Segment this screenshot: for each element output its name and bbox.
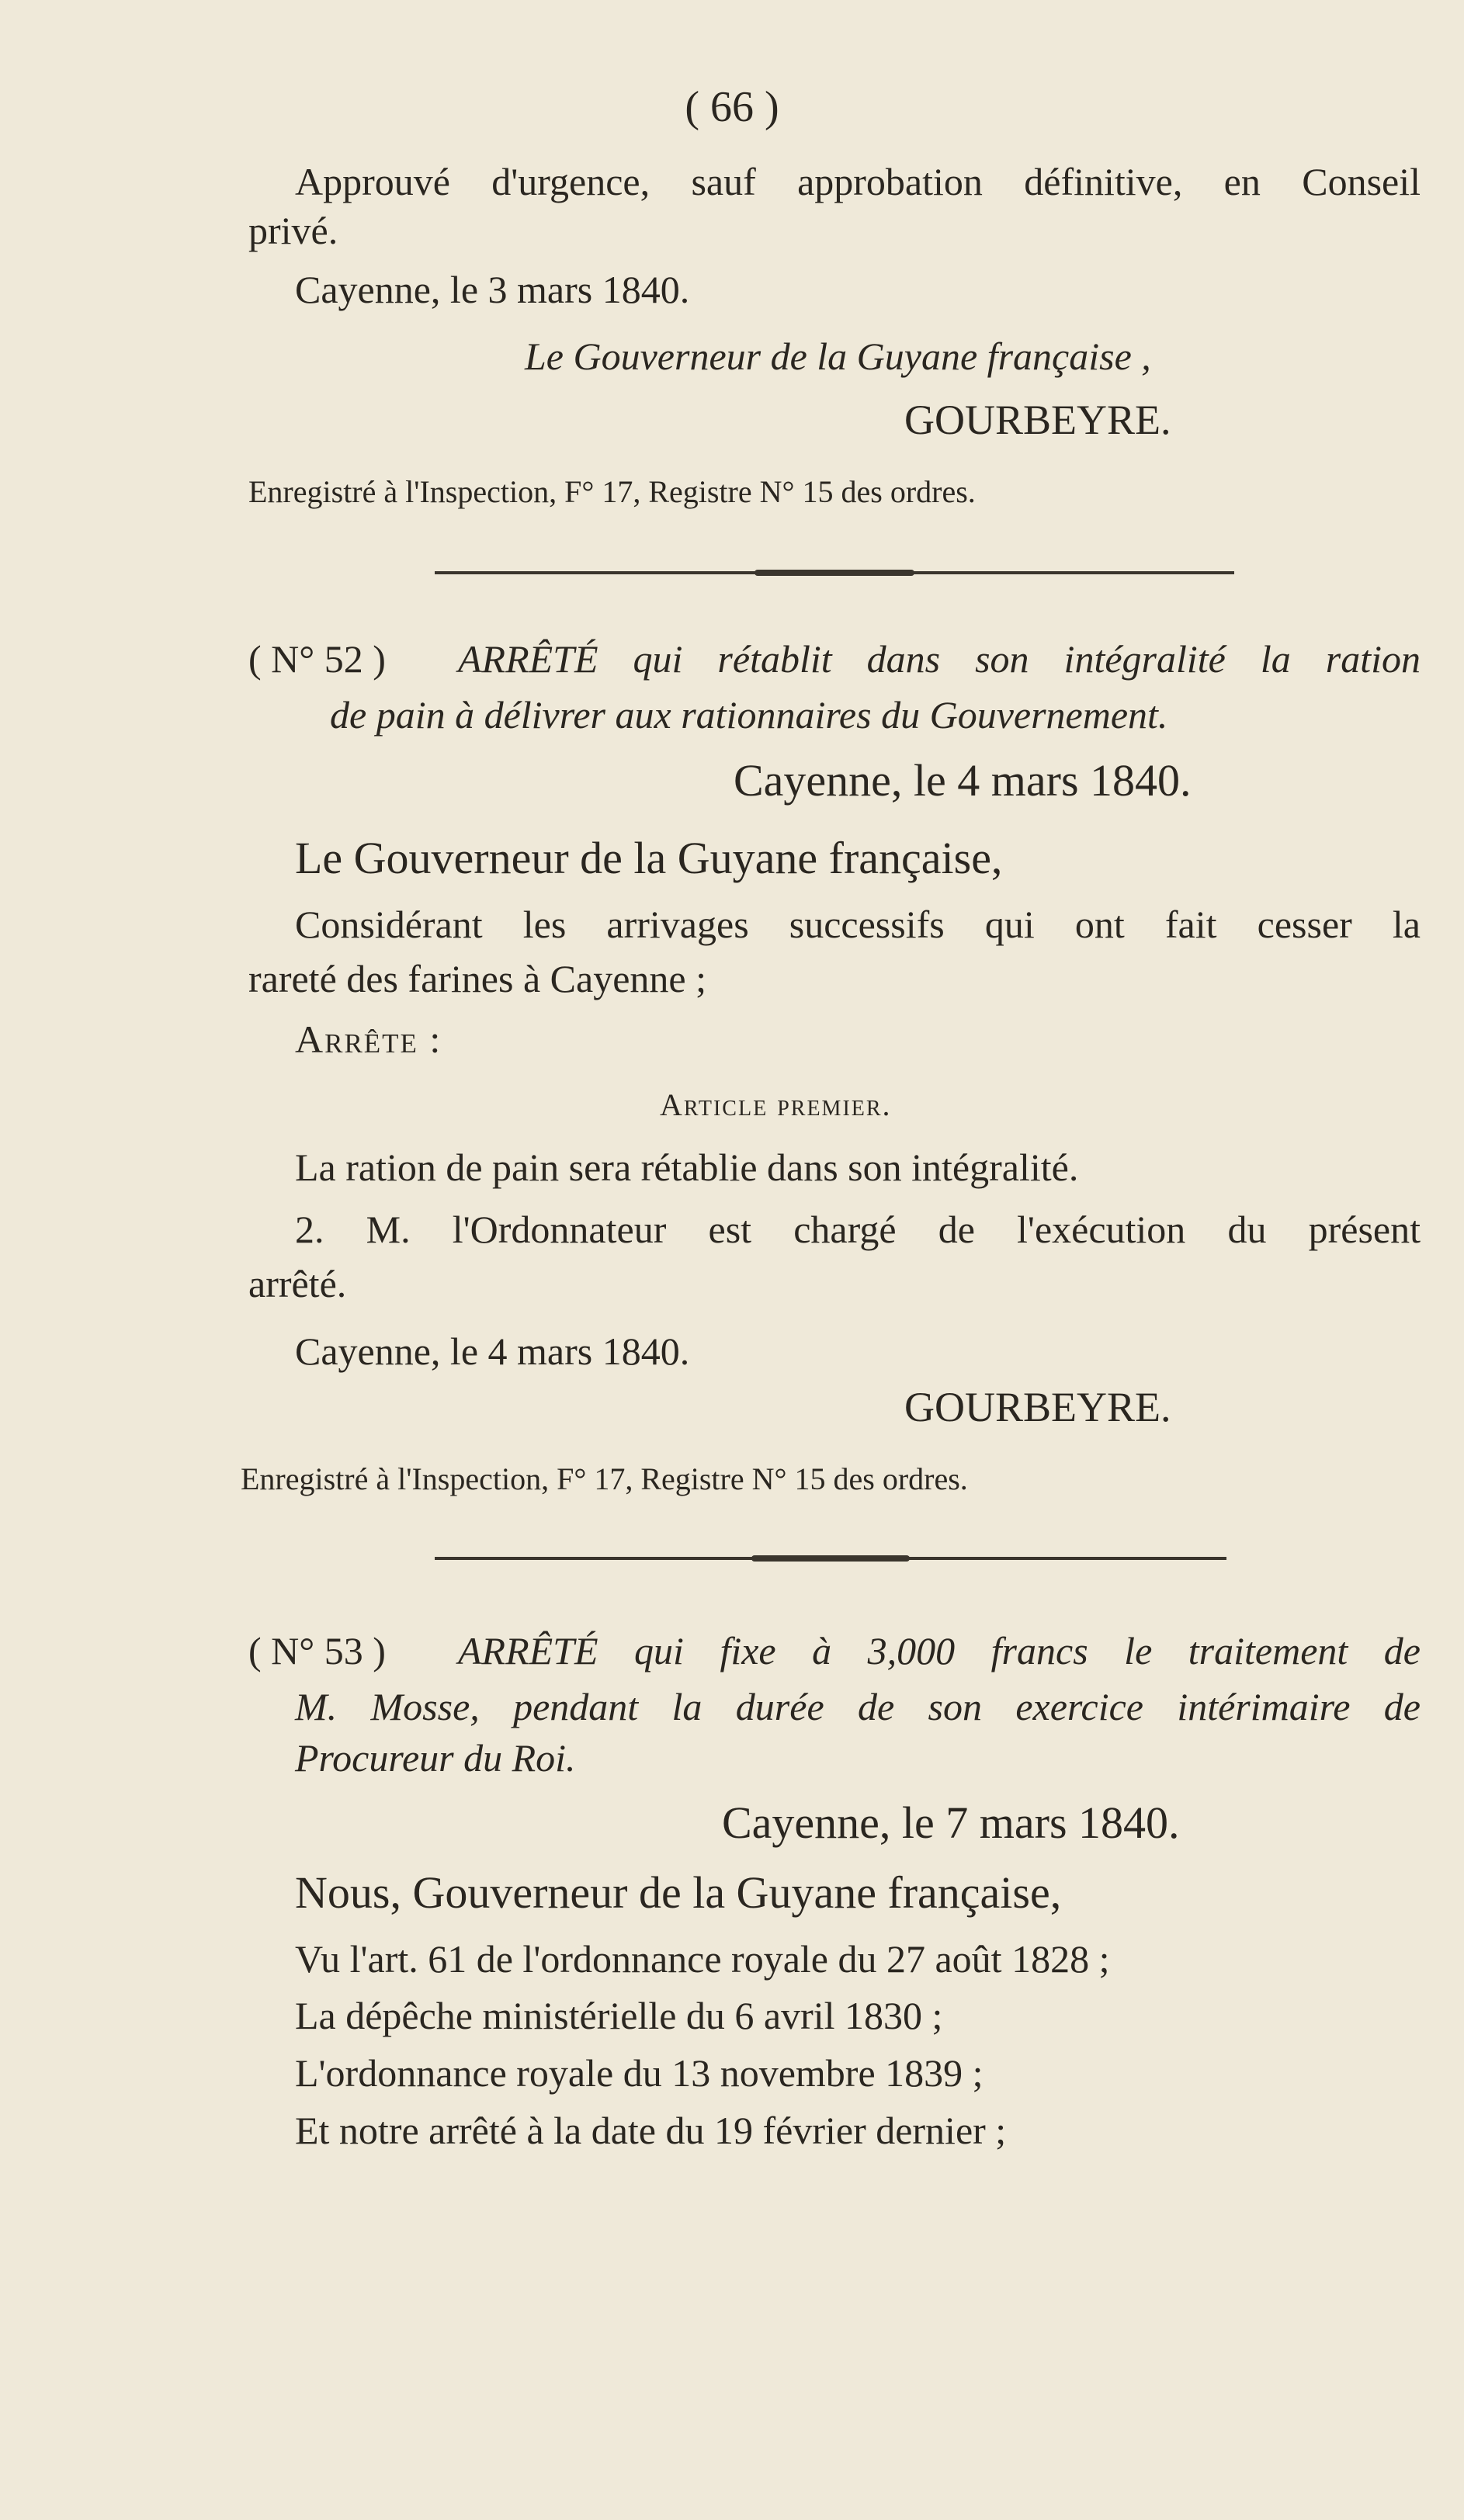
approval-line-2: privé. <box>248 209 338 252</box>
considerant-line-2: rareté des farines à Cayenne ; <box>248 957 706 1000</box>
section-divider <box>435 1557 1226 1560</box>
decree-number: ( N° 52 ) <box>248 637 386 681</box>
section-divider <box>435 571 1234 574</box>
article-2-line-1: 2. M. l'Ordonnateur est chargé de l'exécution du présent <box>295 1208 1421 1251</box>
signatory-title: Le Gouverneur de la Guyane française , <box>525 334 1151 378</box>
considerant-line-1: Considérant les arrivages successifs qui ont fait cesser la <box>295 903 1421 946</box>
decree-number: ( N° 53 ) <box>248 1629 386 1672</box>
approval-date: Cayenne, le 3 mars 1840. <box>295 268 690 311</box>
registration-note: Enregistré à l'Inspection, F° 17, Registre N° 15 des ordres. <box>241 1461 968 1496</box>
page-number: ( 66 ) <box>685 83 779 131</box>
decree-title-line-1: ARRÊTÉ qui rétablit dans son intégralité la ration <box>458 637 1421 681</box>
article-2-line-2: arrêté. <box>248 1262 347 1305</box>
governor-heading: Le Gouverneur de la Guyane française, <box>295 833 1003 883</box>
article-heading: Article premier. <box>660 1087 892 1122</box>
decree-title-line-2: M. Mosse, pendant la durée de son exercice intérimaire de <box>295 1685 1421 1728</box>
vu-line-3: L'ordonnance royale du 13 novembre 1839 ; <box>295 2051 984 2095</box>
approval-line-1: Approuvé d'urgence, sauf approbation définitive, en Conseil <box>295 160 1421 203</box>
vu-line-4: Et notre arrêté à la date du 19 février dernier ; <box>295 2109 1007 2152</box>
vu-line-1: Vu l'art. 61 de l'ordonnance royale du 27 août 1828 ; <box>295 1937 1110 1981</box>
closing-date: Cayenne, le 4 mars 1840. <box>295 1329 690 1373</box>
decree-date: Cayenne, le 4 mars 1840. <box>734 755 1192 806</box>
vu-line-2: La dépêche ministérielle du 6 avril 1830 ; <box>295 1994 943 2037</box>
decree-title-line-3: Procureur du Roi. <box>295 1736 576 1780</box>
arrete-heading: Arrête : <box>295 1017 442 1061</box>
registration-note: Enregistré à l'Inspection, F° 17, Registre N° 15 des ordres. <box>248 474 976 509</box>
signature: GOURBEYRE. <box>904 397 1171 443</box>
signature: GOURBEYRE. <box>904 1384 1171 1430</box>
governor-heading: Nous, Gouverneur de la Guyane française, <box>295 1867 1062 1918</box>
decree-title-line-1: ARRÊTÉ qui fixe à 3,000 francs le traitement de <box>458 1629 1421 1672</box>
decree-date: Cayenne, le 7 mars 1840. <box>722 1797 1180 1848</box>
decree-title-line-2: de pain à délivrer aux rationnaires du Gouvernement. <box>330 693 1168 737</box>
article-1: La ration de pain sera rétablie dans son intégralité. <box>295 1146 1079 1189</box>
